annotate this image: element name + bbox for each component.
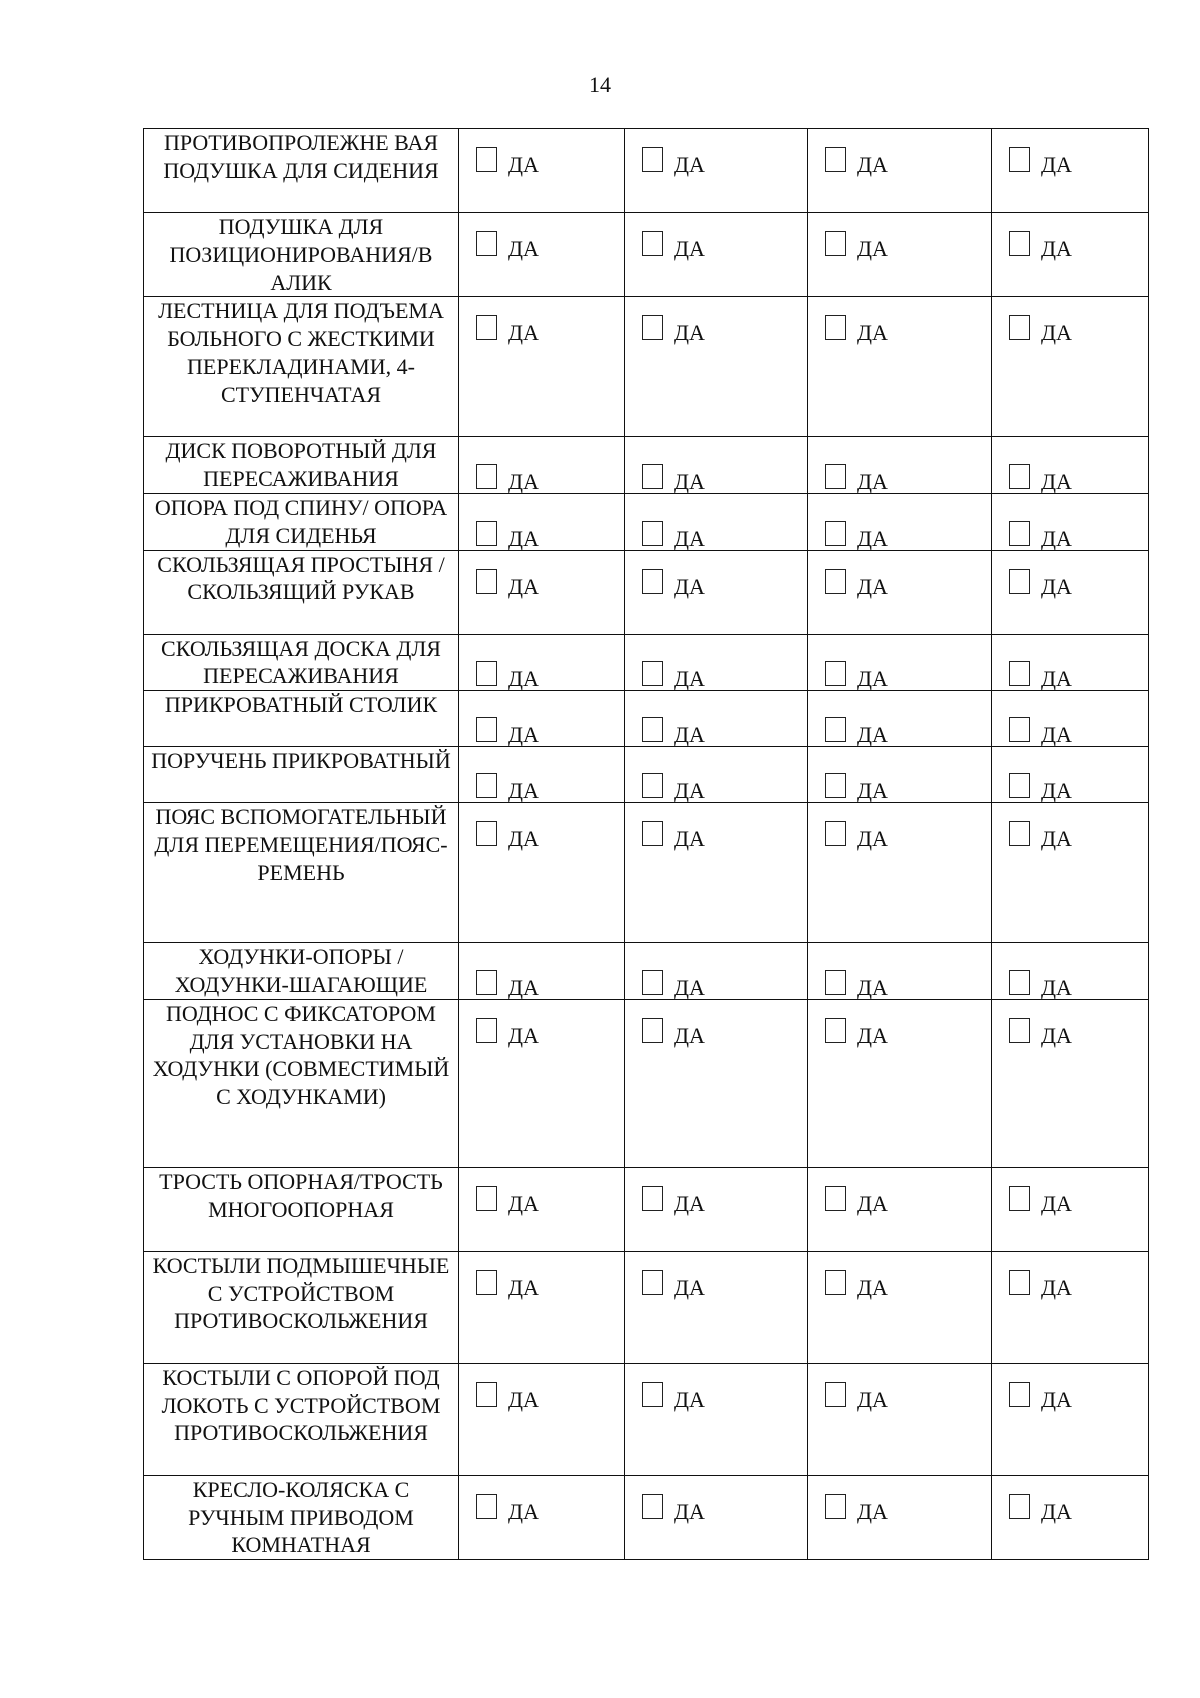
yes-label: ДА <box>674 778 705 804</box>
yes-label: ДА <box>674 1190 705 1216</box>
option-cell <box>459 550 625 634</box>
item-name: ПРИКРОВАТНЫЙ СТОЛИК <box>144 691 459 747</box>
checkbox-icon[interactable] <box>642 773 663 798</box>
yes-label: ДА <box>1041 722 1072 748</box>
option-cell <box>808 297 992 437</box>
yes-label: ДА <box>674 722 705 748</box>
checkbox-icon[interactable] <box>1009 773 1030 798</box>
checkbox-icon[interactable] <box>642 717 663 742</box>
checkbox-icon[interactable] <box>642 464 663 489</box>
yes-option[interactable] <box>476 1018 539 1048</box>
yes-option[interactable] <box>1009 231 1072 261</box>
option-cell <box>625 493 808 550</box>
checkbox-icon[interactable] <box>825 1494 846 1519</box>
checkbox-icon[interactable] <box>825 147 846 172</box>
table-row <box>144 1167 1149 1251</box>
yes-option[interactable] <box>642 773 705 804</box>
item-name: СКОЛЬЗЯЩАЯ ДОСКА ДЛЯ ПЕРЕСАЖИВАНИЯ <box>144 634 459 691</box>
yes-option[interactable] <box>642 1018 705 1048</box>
checkbox-icon[interactable] <box>642 231 663 256</box>
checkbox-icon[interactable] <box>476 1270 497 1295</box>
option-cell <box>459 691 625 747</box>
checkbox-icon[interactable] <box>825 1270 846 1295</box>
checkbox-icon[interactable] <box>825 773 846 798</box>
checkbox-icon[interactable] <box>825 569 846 594</box>
yes-label: ДА <box>1041 573 1072 599</box>
checkbox-icon[interactable] <box>1009 661 1030 686</box>
checkbox-icon[interactable] <box>476 464 497 489</box>
checkbox-icon[interactable] <box>1009 231 1030 256</box>
table-row <box>144 550 1149 634</box>
table-row <box>144 297 1149 437</box>
yes-option[interactable] <box>642 569 705 599</box>
checkbox-icon[interactable] <box>642 315 663 340</box>
table-row <box>144 943 1149 1000</box>
checkbox-icon[interactable] <box>476 1186 497 1211</box>
yes-option[interactable] <box>642 315 705 346</box>
yes-option[interactable] <box>642 661 705 692</box>
yes-option[interactable] <box>1009 970 1072 1000</box>
yes-option[interactable] <box>825 147 888 177</box>
option-cell <box>625 803 808 943</box>
yes-option[interactable] <box>642 970 705 1000</box>
option-cell <box>808 803 992 943</box>
option-cell <box>992 1363 1149 1475</box>
checkbox-icon[interactable] <box>825 970 846 995</box>
yes-label: ДА <box>1041 152 1072 177</box>
yes-label: ДА <box>857 468 888 494</box>
checkbox-icon[interactable] <box>642 821 663 846</box>
item-name: ЛЕСТНИЦА ДЛЯ ПОДЪЕМА БОЛЬНОГО С ЖЕСТКИМИ ПЕРЕКЛАДИНАМИ, 4-СТУПЕНЧАТАЯ <box>144 297 459 437</box>
yes-option[interactable] <box>825 231 888 261</box>
checkbox-icon[interactable] <box>1009 569 1030 594</box>
item-name: ДИСК ПОВОРОТНЫЙ ДЛЯ ПЕРЕСАЖИВАНИЯ <box>144 437 459 494</box>
yes-label: ДА <box>508 152 539 177</box>
yes-option[interactable] <box>1009 1382 1072 1412</box>
table-row <box>144 999 1149 1167</box>
yes-option[interactable] <box>642 521 705 551</box>
yes-label: ДА <box>508 778 539 804</box>
checkbox-icon[interactable] <box>476 1018 497 1043</box>
option-cell <box>992 129 1149 213</box>
option-cell <box>625 129 808 213</box>
yes-label: ДА <box>1041 236 1072 261</box>
yes-label: ДА <box>857 1274 888 1300</box>
yes-label: ДА <box>1041 826 1072 852</box>
yes-label: ДА <box>857 826 888 852</box>
yes-option[interactable] <box>1009 661 1072 692</box>
option-cell <box>459 634 625 691</box>
checkbox-icon[interactable] <box>825 1018 846 1043</box>
yes-label: ДА <box>1041 1386 1072 1412</box>
option-cell <box>808 1167 992 1251</box>
yes-label: ДА <box>1041 974 1072 1000</box>
checkbox-icon[interactable] <box>476 569 497 594</box>
yes-option[interactable] <box>825 1382 888 1412</box>
checkbox-icon[interactable] <box>476 773 497 798</box>
checkbox-icon[interactable] <box>1009 1494 1030 1519</box>
option-cell <box>992 943 1149 1000</box>
yes-label: ДА <box>857 974 888 1000</box>
table-row <box>144 803 1149 943</box>
yes-label: ДА <box>857 1386 888 1412</box>
yes-label: ДА <box>1041 1274 1072 1300</box>
yes-option[interactable] <box>1009 569 1072 599</box>
option-cell <box>625 691 808 747</box>
option-cell <box>459 297 625 437</box>
yes-option[interactable] <box>825 1270 888 1300</box>
yes-label: ДА <box>508 1274 539 1300</box>
option-cell <box>625 1363 808 1475</box>
yes-label: ДА <box>857 1190 888 1216</box>
yes-option[interactable] <box>825 661 888 692</box>
yes-label: ДА <box>508 573 539 599</box>
yes-label: ДА <box>674 525 705 551</box>
yes-label: ДА <box>508 1022 539 1048</box>
item-name: КОСТЫЛИ С ОПОРОЙ ПОД ЛОКОТЬ С УСТРОЙСТВОМ ПРОТИВОСКОЛЬЖЕНИЯ <box>144 1363 459 1475</box>
yes-option[interactable] <box>476 717 539 748</box>
item-name: ПОДНОС С ФИКСАТОРОМ ДЛЯ УСТАНОВКИ НА ХОДУНКИ (СОВМЕСТИМЫЙ С ХОДУНКАМИ) <box>144 999 459 1167</box>
checkbox-icon[interactable] <box>476 521 497 546</box>
yes-option[interactable] <box>642 147 705 177</box>
yes-label: ДА <box>1041 778 1072 804</box>
option-cell <box>459 213 625 297</box>
yes-label: ДА <box>674 1274 705 1300</box>
item-name: ПРОТИВОПРОЛЕЖНЕ ВАЯ ПОДУШКА ДЛЯ СИДЕНИЯ <box>144 129 459 213</box>
item-name: ХОДУНКИ-ОПОРЫ /ХОДУНКИ-ШАГАЮЩИЕ <box>144 943 459 1000</box>
option-cell <box>808 1475 992 1559</box>
checkbox-icon[interactable] <box>825 1186 846 1211</box>
yes-label: ДА <box>1041 666 1072 692</box>
yes-option[interactable] <box>825 315 888 346</box>
yes-label: ДА <box>508 320 539 346</box>
yes-label: ДА <box>857 666 888 692</box>
item-name: КОСТЫЛИ ПОДМЫШЕЧНЫЕ С УСТРОЙСТВОМ ПРОТИВОСКОЛЬЖЕНИЯ <box>144 1251 459 1363</box>
yes-label: ДА <box>674 152 705 177</box>
option-cell <box>992 803 1149 943</box>
yes-option[interactable] <box>642 821 705 852</box>
option-cell <box>808 213 992 297</box>
checkbox-icon[interactable] <box>1009 1018 1030 1043</box>
option-cell <box>625 213 808 297</box>
yes-option[interactable] <box>825 521 888 551</box>
yes-option[interactable] <box>642 717 705 748</box>
checkbox-icon[interactable] <box>476 970 497 995</box>
yes-label: ДА <box>1041 320 1072 346</box>
yes-label: ДА <box>674 666 705 692</box>
yes-label: ДА <box>674 1498 705 1524</box>
yes-option[interactable] <box>825 1018 888 1048</box>
yes-option[interactable] <box>476 970 539 1000</box>
yes-label: ДА <box>508 1498 539 1524</box>
option-cell <box>992 297 1149 437</box>
checkbox-icon[interactable] <box>825 821 846 846</box>
checkbox-icon[interactable] <box>642 661 663 686</box>
option-cell <box>459 1167 625 1251</box>
option-cell <box>625 999 808 1167</box>
yes-option[interactable] <box>825 1186 888 1216</box>
yes-label: ДА <box>857 778 888 804</box>
yes-option[interactable] <box>1009 821 1072 852</box>
yes-label: ДА <box>674 468 705 494</box>
option-cell <box>808 129 992 213</box>
option-cell <box>808 437 992 494</box>
checkbox-icon[interactable] <box>476 147 497 172</box>
option-cell <box>459 1475 625 1559</box>
yes-label: ДА <box>508 1190 539 1216</box>
yes-label: ДА <box>508 236 539 261</box>
item-name: СКОЛЬЗЯЩАЯ ПРОСТЫНЯ /СКОЛЬЗЯЩИЙ РУКАВ <box>144 550 459 634</box>
yes-label: ДА <box>674 236 705 261</box>
option-cell <box>625 943 808 1000</box>
option-cell <box>625 550 808 634</box>
checkbox-icon[interactable] <box>1009 521 1030 546</box>
checkbox-icon[interactable] <box>642 1018 663 1043</box>
yes-option[interactable] <box>825 1494 888 1524</box>
option-cell <box>992 747 1149 803</box>
yes-option[interactable] <box>1009 1270 1072 1300</box>
checkbox-icon[interactable] <box>642 1270 663 1295</box>
checkbox-icon[interactable] <box>1009 821 1030 846</box>
option-cell <box>808 550 992 634</box>
yes-label: ДА <box>1041 525 1072 551</box>
table-row <box>144 1251 1149 1363</box>
option-cell <box>625 1251 808 1363</box>
yes-option[interactable] <box>476 773 539 804</box>
option-cell <box>808 999 992 1167</box>
yes-label: ДА <box>508 826 539 852</box>
table-row <box>144 634 1149 691</box>
option-cell <box>625 1475 808 1559</box>
checkbox-icon[interactable] <box>825 1382 846 1407</box>
option-cell <box>808 1251 992 1363</box>
option-cell <box>459 803 625 943</box>
option-cell <box>459 1363 625 1475</box>
option-cell <box>808 493 992 550</box>
yes-label: ДА <box>508 974 539 1000</box>
table-row <box>144 129 1149 213</box>
item-name: ОПОРА ПОД СПИНУ/ ОПОРА ДЛЯ СИДЕНЬЯ <box>144 493 459 550</box>
yes-label: ДА <box>1041 468 1072 494</box>
yes-label: ДА <box>857 573 888 599</box>
yes-option[interactable] <box>476 1494 539 1524</box>
yes-option[interactable] <box>825 569 888 599</box>
option-cell <box>625 747 808 803</box>
yes-label: ДА <box>1041 1190 1072 1216</box>
checkbox-icon[interactable] <box>476 717 497 742</box>
option-cell <box>992 493 1149 550</box>
option-cell <box>992 437 1149 494</box>
option-cell <box>625 437 808 494</box>
item-name: ПОЯС ВСПОМОГАТЕЛЬНЫЙ ДЛЯ ПЕРЕМЕЩЕНИЯ/ПОЯС-РЕМЕНЬ <box>144 803 459 943</box>
table-row <box>144 493 1149 550</box>
table-row <box>144 1363 1149 1475</box>
item-name: ТРОСТЬ ОПОРНАЯ/ТРОСТЬ МНОГООПОРНАЯ <box>144 1167 459 1251</box>
item-name: ПОРУЧЕНЬ ПРИКРОВАТНЫЙ <box>144 747 459 803</box>
yes-option[interactable] <box>825 717 888 748</box>
yes-option[interactable] <box>1009 717 1072 748</box>
yes-option[interactable] <box>642 1186 705 1216</box>
yes-option[interactable] <box>825 773 888 804</box>
checkbox-icon[interactable] <box>476 821 497 846</box>
item-name: ПОДУШКА ДЛЯ ПОЗИЦИОНИРОВАНИЯ/В АЛИК <box>144 213 459 297</box>
checkbox-icon[interactable] <box>1009 1382 1030 1407</box>
yes-label: ДА <box>674 320 705 346</box>
yes-option[interactable] <box>476 1382 539 1412</box>
option-cell <box>625 1167 808 1251</box>
option-cell <box>459 999 625 1167</box>
yes-option[interactable] <box>1009 147 1072 177</box>
yes-option[interactable] <box>642 464 705 494</box>
yes-option[interactable] <box>476 231 539 261</box>
checkbox-icon[interactable] <box>825 521 846 546</box>
option-cell <box>459 1251 625 1363</box>
checkbox-icon[interactable] <box>1009 315 1030 340</box>
table-row <box>144 437 1149 494</box>
yes-option[interactable] <box>1009 1186 1072 1216</box>
checkbox-icon[interactable] <box>1009 1270 1030 1295</box>
option-cell <box>992 1167 1149 1251</box>
checkbox-icon[interactable] <box>642 569 663 594</box>
yes-label: ДА <box>674 974 705 1000</box>
yes-option[interactable] <box>642 231 705 261</box>
option-cell <box>992 999 1149 1167</box>
yes-label: ДА <box>508 666 539 692</box>
option-cell <box>992 213 1149 297</box>
yes-label: ДА <box>857 152 888 177</box>
yes-option[interactable] <box>476 147 539 177</box>
yes-label: ДА <box>857 525 888 551</box>
item-name: КРЕСЛО-КОЛЯСКА С РУЧНЫМ ПРИВОДОМ КОМНАТНАЯ <box>144 1475 459 1559</box>
checkbox-icon[interactable] <box>476 1382 497 1407</box>
option-cell <box>625 297 808 437</box>
checkbox-icon[interactable] <box>1009 1186 1030 1211</box>
yes-option[interactable] <box>1009 1018 1072 1048</box>
yes-option[interactable] <box>476 521 539 551</box>
yes-label: ДА <box>508 722 539 748</box>
yes-option[interactable] <box>1009 315 1072 346</box>
yes-label: ДА <box>674 1022 705 1048</box>
yes-option[interactable] <box>476 661 539 692</box>
checkbox-icon[interactable] <box>476 1494 497 1519</box>
yes-option[interactable] <box>825 464 888 494</box>
option-cell <box>459 493 625 550</box>
option-cell <box>459 129 625 213</box>
yes-option[interactable] <box>642 1270 705 1300</box>
yes-option[interactable] <box>1009 773 1072 804</box>
option-cell <box>992 1251 1149 1363</box>
yes-label: ДА <box>857 1498 888 1524</box>
yes-label: ДА <box>857 722 888 748</box>
yes-label: ДА <box>674 1386 705 1412</box>
yes-option[interactable] <box>476 1270 539 1300</box>
yes-label: ДА <box>508 525 539 551</box>
yes-option[interactable] <box>476 315 539 346</box>
yes-label: ДА <box>508 468 539 494</box>
option-cell <box>808 634 992 691</box>
yes-option[interactable] <box>1009 521 1072 551</box>
equipment-table <box>143 128 1149 1560</box>
checkbox-icon[interactable] <box>642 1186 663 1211</box>
checkbox-icon[interactable] <box>825 717 846 742</box>
page-number: 14 <box>589 72 611 97</box>
yes-option[interactable] <box>1009 464 1072 494</box>
option-cell <box>459 747 625 803</box>
table-row <box>144 213 1149 297</box>
checkbox-icon[interactable] <box>476 661 497 686</box>
checkbox-icon[interactable] <box>1009 464 1030 489</box>
yes-option[interactable] <box>642 1494 705 1524</box>
yes-option[interactable] <box>1009 1494 1072 1524</box>
option-cell <box>808 943 992 1000</box>
yes-label: ДА <box>508 1386 539 1412</box>
option-cell <box>459 437 625 494</box>
yes-label: ДА <box>1041 1498 1072 1524</box>
yes-label: ДА <box>674 826 705 852</box>
yes-label: ДА <box>1041 1022 1072 1048</box>
checkbox-icon[interactable] <box>476 315 497 340</box>
table-row <box>144 691 1149 747</box>
yes-label: ДА <box>857 1022 888 1048</box>
checkbox-icon[interactable] <box>642 147 663 172</box>
checkbox-icon[interactable] <box>825 464 846 489</box>
option-cell <box>808 1363 992 1475</box>
checkbox-icon[interactable] <box>476 231 497 256</box>
table-row <box>144 747 1149 803</box>
yes-option[interactable] <box>476 464 539 494</box>
option-cell <box>808 747 992 803</box>
yes-option[interactable] <box>825 821 888 852</box>
yes-label: ДА <box>674 573 705 599</box>
yes-option[interactable] <box>642 1382 705 1412</box>
checkbox-icon[interactable] <box>642 1382 663 1407</box>
checkbox-icon[interactable] <box>642 1494 663 1519</box>
checkbox-icon[interactable] <box>642 521 663 546</box>
checkbox-icon[interactable] <box>1009 717 1030 742</box>
option-cell <box>459 943 625 1000</box>
yes-label: ДА <box>857 236 888 261</box>
checkbox-icon[interactable] <box>825 315 846 340</box>
option-cell <box>808 691 992 747</box>
option-cell <box>625 634 808 691</box>
checkbox-icon[interactable] <box>1009 970 1030 995</box>
checkbox-icon[interactable] <box>825 231 846 256</box>
option-cell <box>992 691 1149 747</box>
yes-option[interactable] <box>825 970 888 1000</box>
option-cell <box>992 634 1149 691</box>
option-cell <box>992 1475 1149 1559</box>
checkbox-icon[interactable] <box>642 970 663 995</box>
yes-option[interactable] <box>476 1186 539 1216</box>
yes-option[interactable] <box>476 569 539 599</box>
yes-option[interactable] <box>476 821 539 852</box>
checkbox-icon[interactable] <box>1009 147 1030 172</box>
option-cell <box>992 550 1149 634</box>
checkbox-icon[interactable] <box>825 661 846 686</box>
yes-label: ДА <box>857 320 888 346</box>
table-row <box>144 1475 1149 1559</box>
